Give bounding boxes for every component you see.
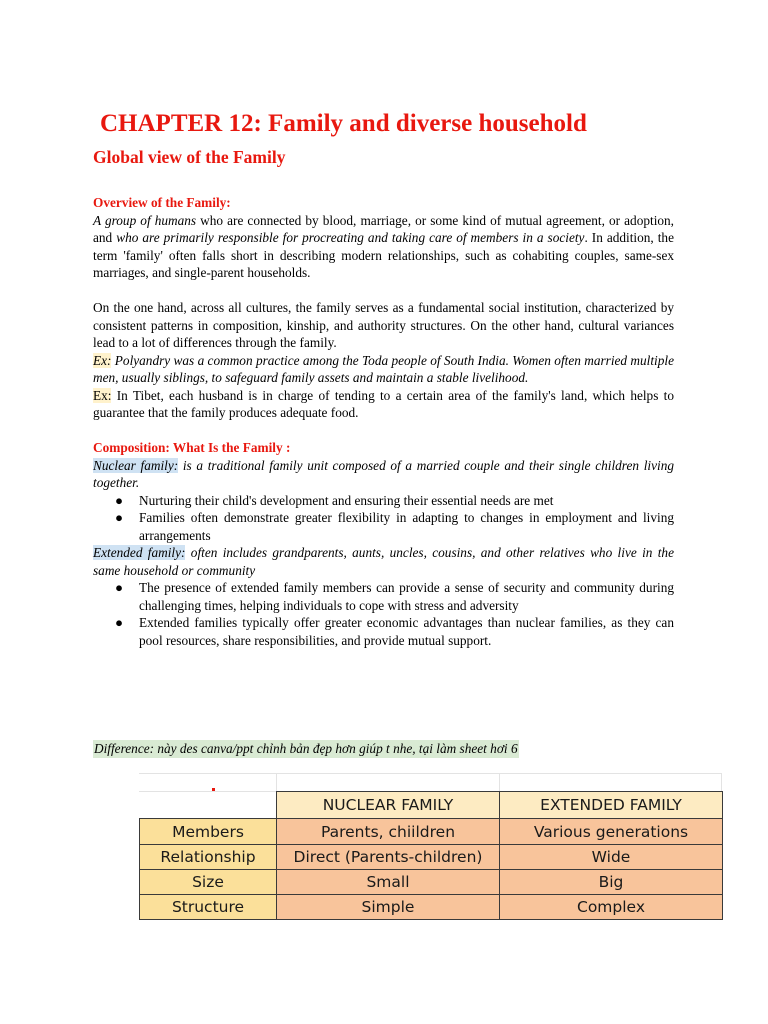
bullet-text: Nurturing their child's development and ensuring their essential needs are met bbox=[139, 492, 554, 508]
bullet-text: Families often demonstrate greater flexibility in adapting to changes in employment and living arrangements bbox=[139, 510, 674, 543]
example-2-text: In Tibet, each husband is in charge of tending to a certain area of the family's land, which helps to guarantee that the family produces adequate food. bbox=[93, 387, 674, 420]
nuclear-family-text: is a traditional family unit composed of a married couple and their single children living together. bbox=[93, 457, 674, 490]
bullet-icon: ● bbox=[115, 492, 124, 508]
example-2 bbox=[93, 387, 674, 422]
example-1-label: Ex: bbox=[93, 352, 112, 368]
table-cell: Wide bbox=[499, 844, 723, 870]
table-cell: Direct (Parents-children) bbox=[276, 844, 500, 870]
overview-paragraph-1 bbox=[93, 212, 674, 282]
table-row-label: Structure bbox=[139, 894, 277, 920]
paragraph-gap bbox=[93, 282, 674, 300]
sheet-gridline bbox=[721, 773, 722, 791]
sheet-gridline bbox=[139, 791, 277, 792]
example-1-text: Polyandry was a common practice among the Toda people of South India. Women often married multiple men, usually siblings, to safeguard family assets and maintain a stable livelihood. bbox=[93, 352, 674, 385]
bullet-icon: ● bbox=[115, 510, 124, 525]
example-2-label: Ex: bbox=[93, 387, 112, 403]
list-item bbox=[93, 492, 674, 510]
nuclear-family-label: Nuclear family: bbox=[93, 457, 179, 473]
nuclear-family-definition bbox=[93, 457, 674, 492]
overview-italic-2: who are primarily responsible for procreating and taking care of members in a society bbox=[116, 230, 585, 245]
sheet-gridline bbox=[276, 773, 277, 791]
table-cell: Complex bbox=[499, 894, 723, 920]
extended-family-text: often includes grandparents, aunts, uncles, cousins, and other relatives who live in the same household or community bbox=[93, 545, 674, 578]
section-subtitle: Global view of the Family bbox=[93, 147, 286, 167]
table-row-label: Relationship bbox=[139, 844, 277, 870]
table-cell: Various generations bbox=[499, 818, 723, 845]
bullet-icon: ● bbox=[115, 580, 124, 595]
extended-family-definition bbox=[93, 544, 674, 579]
nuclear-bullet-list bbox=[93, 492, 674, 545]
bullet-text: The presence of extended family members can provide a sense of security and community during challenging times, helping individuals to cope with stress and adversity bbox=[139, 580, 674, 613]
paragraph-gap bbox=[93, 422, 674, 440]
table-header-cell: NUCLEAR FAMILY bbox=[276, 791, 500, 819]
overview-text-1: who are connected by blood, marriage, or some kind of mutual agreement, or adoption, and bbox=[93, 212, 675, 245]
list-item bbox=[93, 579, 674, 614]
overview-text-2: . In addition, the term 'family' often falls short in describing modern relationships, such as cohabiting couples, same-sex marriages, and single-parent households. bbox=[93, 230, 674, 280]
comparison-table bbox=[139, 773, 722, 923]
table-header-cell: EXTENDED FAMILY bbox=[499, 791, 723, 819]
table-cell: Small bbox=[276, 869, 500, 895]
overview-heading: Overview of the Family: bbox=[93, 195, 231, 210]
bullet-text: Extended families typically offer greater economic advantages than nuclear families, as they can pool resources, share responsibilities, and provide mutual support. bbox=[139, 615, 674, 648]
extended-family-label: Extended family: bbox=[93, 545, 186, 560]
list-item bbox=[93, 614, 674, 649]
chapter-title: CHAPTER 12: Family and diverse household bbox=[100, 110, 587, 137]
sheet-gridline bbox=[139, 773, 722, 774]
example-1 bbox=[93, 352, 674, 387]
table-cell: Parents, chiildren bbox=[276, 818, 500, 845]
table-row-label: Size bbox=[139, 869, 277, 895]
cell-marker bbox=[212, 788, 215, 791]
bullet-icon: ● bbox=[115, 615, 124, 630]
document-body bbox=[93, 194, 674, 649]
table-cell: Simple bbox=[276, 894, 500, 920]
sheet-gridline bbox=[499, 773, 500, 791]
difference-note: Difference: này des canva/ppt chỉnh bản đẹp hơn giúp t nhe, tại làm sheet hơi 6 bbox=[94, 741, 518, 756]
overview-paragraph-2: On the one hand, across all cultures, the family serves as a fundamental social institution, characterized by consistent patterns in composition, kinship, and authority structures. On the other hand, cultural variances lead to a lot of differences through the family. bbox=[93, 300, 674, 350]
table-row-label: Members bbox=[139, 818, 277, 845]
extended-bullet-list bbox=[93, 579, 674, 649]
overview-italic-1: A group of humans bbox=[93, 212, 197, 228]
list-item bbox=[93, 509, 674, 544]
composition-heading: Composition: What Is the Family : bbox=[93, 440, 291, 455]
table-cell: Big bbox=[499, 869, 723, 895]
